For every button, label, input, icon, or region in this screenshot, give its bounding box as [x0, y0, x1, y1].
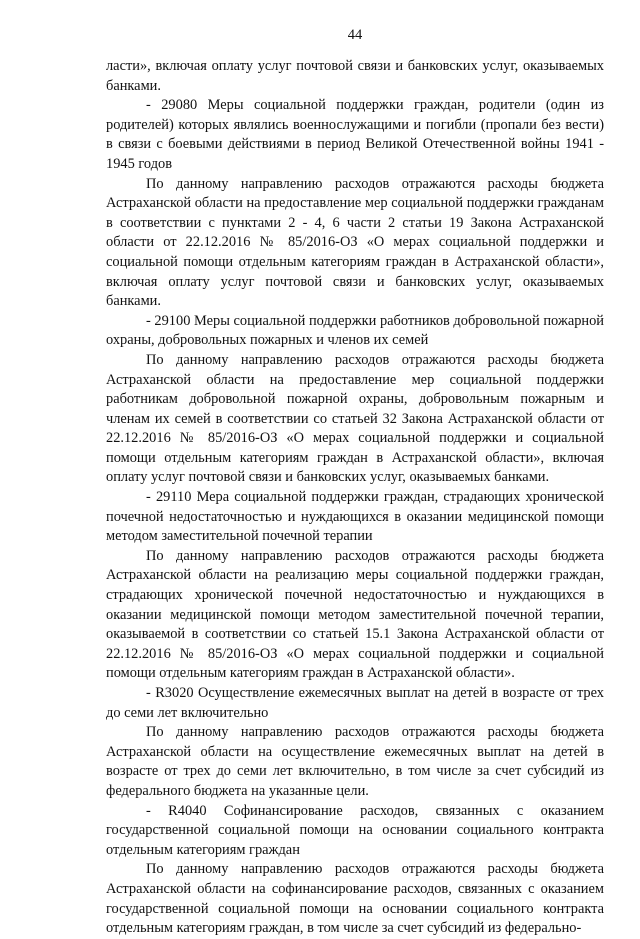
- budget-item-r3020-heading: - R3020 Осуществление ежемесячных выплат на детей в возрасте от трех до семи лет включительно: [106, 685, 604, 721]
- budget-item-29110-heading: - 29110 Мера социальной поддержки граждан, страдающих хронической почечной недостаточностью и нуждающихся в оказании медицинской помощи методом заместительной почечной терапии: [106, 489, 604, 545]
- page-number: 44: [347, 27, 363, 43]
- budget-item-29100-description: По данному направлению расходов отражаются расходы бюджета Астраханской области на предоставление мер социальной поддержки работникам добровольной пожарной охраны, добровольным пожарным и членам их семей в соответствии со статьей 32 Закона Астраханской области от 22.12.2016 № 85/2016-ОЗ «О мерах социальной поддержки и социальной помощи отдельным категориям граждан в Астраханской области», включая оплату услуг почтовой связи и банковских услуг, оказываемых банками.: [106, 351, 604, 486]
- budget-item-29100-heading: - 29100 Меры социальной поддержки работников добровольной пожарной охраны, добровольных пожарных и членов их семей: [106, 312, 604, 349]
- paragraph-continuation: ласти», включая оплату услуг почтовой связи и банковских услуг, оказываемых банками.: [106, 58, 604, 94]
- budget-item-29080-heading: - 29080 Меры социальной поддержки граждан, родители (один из родителей) которых являлись военнослужащими и погибли (пропали без вести) в связи с боевыми действиями в период Великой Отечественной войны 1941 - 1945 годов: [106, 97, 604, 172]
- budget-item-r4040-description: По данному направлению расходов отражаются расходы бюджета Астраханской области на софинансирование расходов, связанных с оказанием государственной социальной помощи на основании социального контракта отдельным категориям граждан, в том числе за счет субсидий из федерально-: [106, 861, 604, 937]
- budget-item-29110-description: По данному направлению расходов отражаются расходы бюджета Астраханской области на реализацию меры социальной поддержки граждан, страдающих хронической почечной недостаточностью и нуждающихся в оказании медицинской помощи методом заместительной почечной терапии, оказываемой в соответствии со статьей 15.1 Закона Астраханской области от 22.12.2016 № 85/2016-ОЗ «О мерах социальной поддержки и социальной помощи отдельным категориям граждан в Астраханской области».: [106, 547, 604, 682]
- budget-item-r3020-description: По данному направлению расходов отражаются расходы бюджета Астраханской области на осуществление ежемесячных выплат на детей в возрасте от трех до семи лет включительно, в том числе за счет субсидий из федерального бюджета на указанные цели.: [106, 724, 604, 799]
- budget-item-r4040-heading: - R4040 Софинансирование расходов, связанных с оказанием государственной социальной помощи на основании социального контракта отдельным категориям граждан: [106, 802, 604, 858]
- budget-item-29080-description: По данному направлению расходов отражаются расходы бюджета Астраханской области на предоставление мер социальной поддержки гражданам в соответствии с пунктами 2 - 4, 6 части 2 статьи 19 Закона Астраханской области от 22.12.2016 № 85/2016-ОЗ «О мерах социальной поддержки и социальной помощи отдельным категориям граждан в Астраханской области», включая оплату услуг почтовой связи и банковских услуг, оказываемых банками.: [106, 175, 604, 310]
- document-body: [106, 57, 604, 939]
